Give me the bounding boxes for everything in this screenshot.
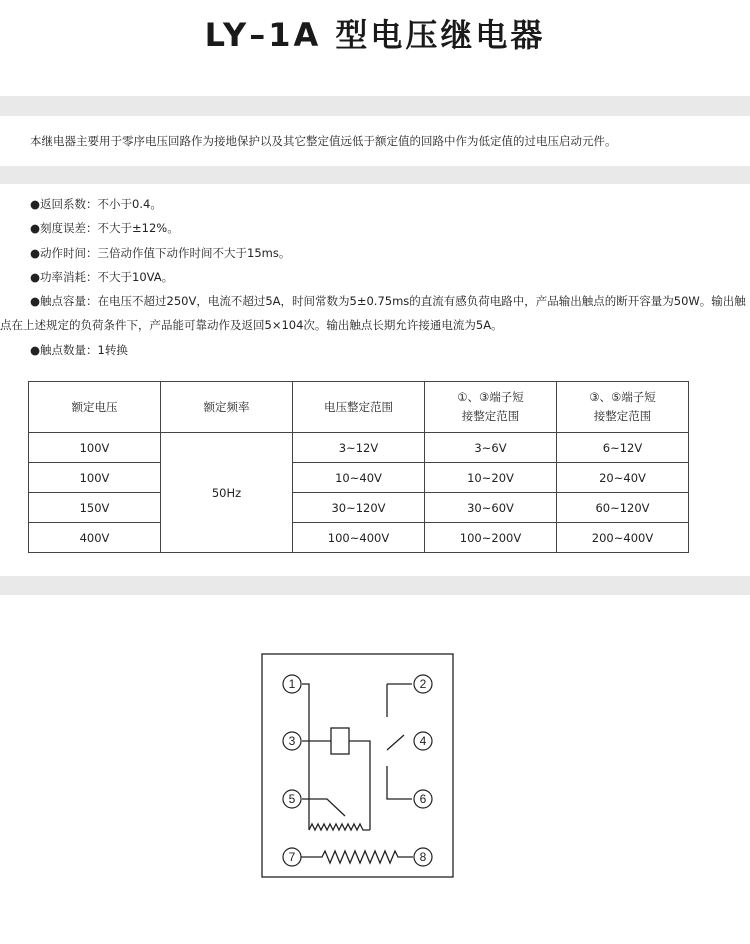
terminal-4-label: 4	[419, 734, 427, 748]
page-title: LY–1A 型电压继电器	[204, 16, 546, 54]
cell-setting-range: 10~40V	[293, 463, 425, 493]
terminal-1-label: 1	[288, 677, 296, 691]
terminal-3-label: 3	[288, 734, 296, 748]
cell-rated-frequency: 50Hz	[161, 433, 293, 553]
cell-setting-range: 100~400V	[293, 523, 425, 553]
spec-power-consumption: ●功率消耗：不大于10VA。	[30, 269, 174, 284]
terminal-5-label: 5	[288, 792, 296, 806]
cell-range-3-5: 60~120V	[557, 493, 689, 523]
cell-range-1-3: 3~6V	[425, 433, 557, 463]
spec-contact-count: ●触点数量：1转换	[30, 342, 128, 357]
spec-return-coefficient: ●返回系数：不小于0.4。	[30, 197, 162, 211]
intro-text: 本继电器主要用于零序电压回路作为接地保护以及其它整定值远低于额定值的回路中作为低定值的过电压启动元件。	[30, 134, 617, 148]
cell-rated-voltage: 100V	[29, 433, 161, 463]
cell-range-3-5: 200~400V	[557, 523, 689, 553]
relay-coil	[331, 728, 349, 754]
header-terminals-1-3: ①、③端子短 接整定范围	[425, 382, 557, 433]
terminal-8-label: 8	[419, 850, 427, 864]
cell-rated-voltage: 150V	[29, 493, 161, 523]
cell-setting-range: 3~12V	[293, 433, 425, 463]
spec-contact-capacity: ●触点容量：在电压不超过250V，电流不超过5A，时间常数为5±0.75ms的直流有感负荷电路中，产品输出触点的断开容量为50W。输出触点在上述规定的负荷条件下，产品能可靠动作及返回5×104次。输出触点长期允许接通电流为5A。	[0, 294, 746, 333]
terminal-7-label: 7	[288, 850, 296, 864]
cell-rated-voltage: 400V	[29, 523, 161, 553]
cell-range-1-3: 10~20V	[425, 463, 557, 493]
terminal-2-label: 2	[419, 677, 427, 691]
header-terminals-3-5: ③、⑤端子短 接整定范围	[557, 382, 689, 433]
cell-range-1-3: 100~200V	[425, 523, 557, 553]
spec-scale-error: ●刻度误差：不大于±12%。	[30, 221, 179, 236]
header-setting-range: 电压整定范围	[293, 382, 425, 433]
terminal-6-label: 6	[419, 792, 427, 806]
header-rated-frequency: 额定频率	[161, 382, 293, 433]
header-rated-voltage: 额定电压	[29, 382, 161, 433]
cell-range-3-5: 6~12V	[557, 433, 689, 463]
spec-operate-time: ●动作时间：三倍动作值下动作时间不大于15ms。	[30, 245, 291, 260]
cell-range-3-5: 20~40V	[557, 463, 689, 493]
tapped-resistor	[309, 824, 370, 830]
cell-range-1-3: 30~60V	[425, 493, 557, 523]
series-resistor	[301, 851, 413, 863]
cell-setting-range: 30~120V	[293, 493, 425, 523]
cell-rated-voltage: 100V	[29, 463, 161, 493]
